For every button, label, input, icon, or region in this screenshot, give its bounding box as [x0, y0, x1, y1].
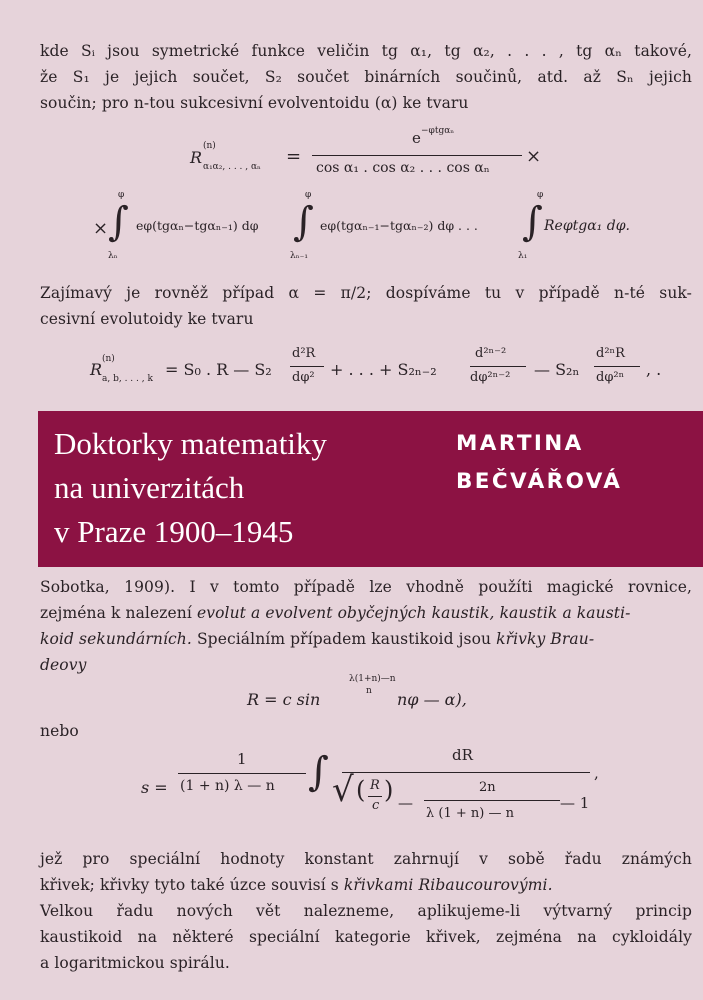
eq3-frac2-bar — [470, 366, 526, 367]
eq3-frac3-den: dφ²ⁿ — [596, 370, 625, 385]
eq5-frac-bar — [178, 773, 306, 774]
eq2-exp3: Reφtgα₁ dφ. — [544, 218, 630, 234]
bottom-line-1: jež pro speciální hodnoty konstant zahrnují v sobě řadu známých — [40, 850, 692, 868]
bottom-line-2 — [40, 874, 692, 896]
bottom-line-2-a: křivek; křivky tyto také úzce souvisí s — [40, 876, 344, 894]
eq1-num-sup: −φtgαₙ — [421, 126, 455, 136]
eq2-exp2: eφ(tgαₙ₋₁−tgαₙ₋₂) dφ . . . — [320, 218, 478, 233]
eq3-frac1-den: dφ² — [292, 370, 315, 385]
eq3-frac2-den: dφ²ⁿ⁻² — [470, 370, 511, 385]
eq1-den: cos α₁ . cos α₂ . . . cos αₙ — [316, 160, 490, 176]
lower-line-2-a: zejména k nalezení — [40, 604, 197, 622]
mid-line-1: Zajímavý je rovněž případ α = π/2; dospíváme tu v případě n-té suk- — [40, 284, 692, 302]
book-title-line-2: na univerzitách — [54, 470, 245, 505]
eq2-int2-lower: λₙ₋₁ — [290, 251, 308, 261]
eq3-lhs-sub: a, b, . . . , k — [102, 374, 153, 384]
eq4-rhs: nφ — α), — [397, 690, 467, 709]
eq3-frac3-num: d²ⁿR — [596, 346, 625, 361]
eq2-exp1: eφ(tgαₙ−tgαₙ₋₁) dφ — [136, 218, 259, 233]
eq3-lhs: R — [90, 360, 103, 379]
lower-line-3 — [40, 628, 692, 650]
eq1-eq: = — [286, 146, 302, 167]
author-first-name: MARTINA — [456, 431, 584, 456]
eq3-part1: = S₀ . R — S₂ — [165, 360, 272, 379]
lower-line-1: Sobotka, 1909). I v tomto případě lze vhodně použíti magické rovnice, — [40, 578, 692, 596]
eq5-exp-den: λ (1 + n) — n — [426, 806, 514, 821]
eq4-sup-sub: n — [366, 686, 372, 696]
lower-line-3-b: Speciálním případem kaustikoid jsou — [191, 630, 497, 648]
radical-sign: √ — [332, 770, 354, 810]
eq5-tail: — 1 — [560, 794, 590, 812]
lower-line-4: deovy — [40, 656, 87, 674]
integral-sign-1: ∫ — [108, 199, 129, 245]
eq1-num: e — [412, 129, 421, 147]
eq4-lhs: R = c sin — [247, 690, 321, 709]
author-last-name: BEČVÁŘOVÁ — [456, 469, 623, 494]
eq1-times: × — [526, 146, 542, 167]
eq3-part2: + . . . + S₂ₙ₋₂ — [330, 360, 437, 379]
eq3-part3: — S₂ₙ — [534, 360, 580, 379]
eq5-num: dR — [452, 746, 473, 764]
eq3-frac1-bar — [290, 366, 324, 367]
eq5-paren-close: ) — [384, 776, 394, 804]
integral-sign-4: ∫ — [308, 749, 329, 795]
bottom-line-5: a logaritmickou spirálu. — [40, 954, 230, 972]
eq3-end: , . — [646, 360, 662, 379]
lower-line-2 — [40, 602, 692, 624]
eq1-lhs-sup: (n) — [203, 141, 216, 151]
lower-line-3-a: koid sekundárních. — [40, 630, 192, 648]
eq2-int1-upper: φ — [118, 190, 125, 200]
eq3-frac1-num: d²R — [292, 346, 316, 361]
eq4-sup: λ(1+n)—n — [349, 674, 396, 684]
eq2-int3-upper: φ — [537, 190, 544, 200]
lower-line-3-c: křivky Brau- — [496, 630, 595, 648]
top-line-3: součin; pro n-tou sukcesivní evolventoidu (α) ke tvaru — [40, 94, 469, 112]
eq1-fraction-bar — [312, 155, 522, 156]
eq5-lhs: s = — [141, 778, 168, 797]
eq3-frac3-bar — [594, 366, 640, 367]
eq5-frac-num: 1 — [237, 750, 247, 768]
book-title-line-3: v Praze 1900–1945 — [54, 514, 294, 549]
top-line-1: kde Sᵢ jsou symetrické funkce veličin tg α₁, tg α₂, . . . , tg αₙ takové, — [40, 42, 692, 60]
bottom-line-2-b: křivkami Ribaucourovými. — [343, 876, 553, 894]
eq5-minus: — — [398, 794, 413, 812]
eq1-lhs: R — [190, 148, 203, 167]
lower-line-2-b: evolut a evolvent obyčejných kaustik, kaustik a kausti- — [196, 604, 631, 622]
eq5-main-bar — [342, 772, 590, 773]
eq5-frac-den: (1 + n) λ — n — [180, 778, 275, 794]
eq5-inner-num: R — [370, 778, 380, 793]
bottom-line-4: kaustikoid na některé speciální kategorie křivek, zejména na cykloidály — [40, 928, 692, 946]
book-title-line-1: Doktorky matematiky — [54, 426, 327, 461]
eq5-paren-open: ( — [356, 776, 366, 804]
mid-line-2: cesivní evolutoidy ke tvaru — [40, 310, 254, 328]
integral-sign-3: ∫ — [522, 199, 543, 245]
eq2-int3-lower: λ₁ — [518, 251, 528, 261]
eq2-int2-upper: φ — [305, 190, 312, 200]
eq3-lhs-sup: (n) — [102, 354, 115, 364]
eq5-exp-bar — [424, 800, 560, 801]
eq3-frac2-num: d²ⁿ⁻² — [475, 346, 507, 361]
title-banner — [38, 411, 703, 567]
integral-sign-2: ∫ — [293, 199, 314, 245]
eq1-lhs-sub: α₁α₂, . . . , αₙ — [203, 162, 261, 172]
top-line-2: že S₁ je jejich součet, S₂ součet binárních součinů, atd. až Sₙ jejich — [40, 68, 692, 86]
eq2-times: × — [93, 218, 109, 239]
nebo-word: nebo — [40, 722, 79, 740]
eq5-inner-den: c — [372, 798, 380, 813]
eq5-exp-num: 2n — [479, 780, 496, 795]
eq5-end: , — [594, 764, 599, 782]
bottom-line-3: Velkou řadu nových vět nalezneme, aplikujeme-li výtvarný princip — [40, 902, 692, 920]
eq5-inner-bar — [368, 796, 382, 797]
eq2-int1-lower: λₙ — [108, 251, 118, 261]
